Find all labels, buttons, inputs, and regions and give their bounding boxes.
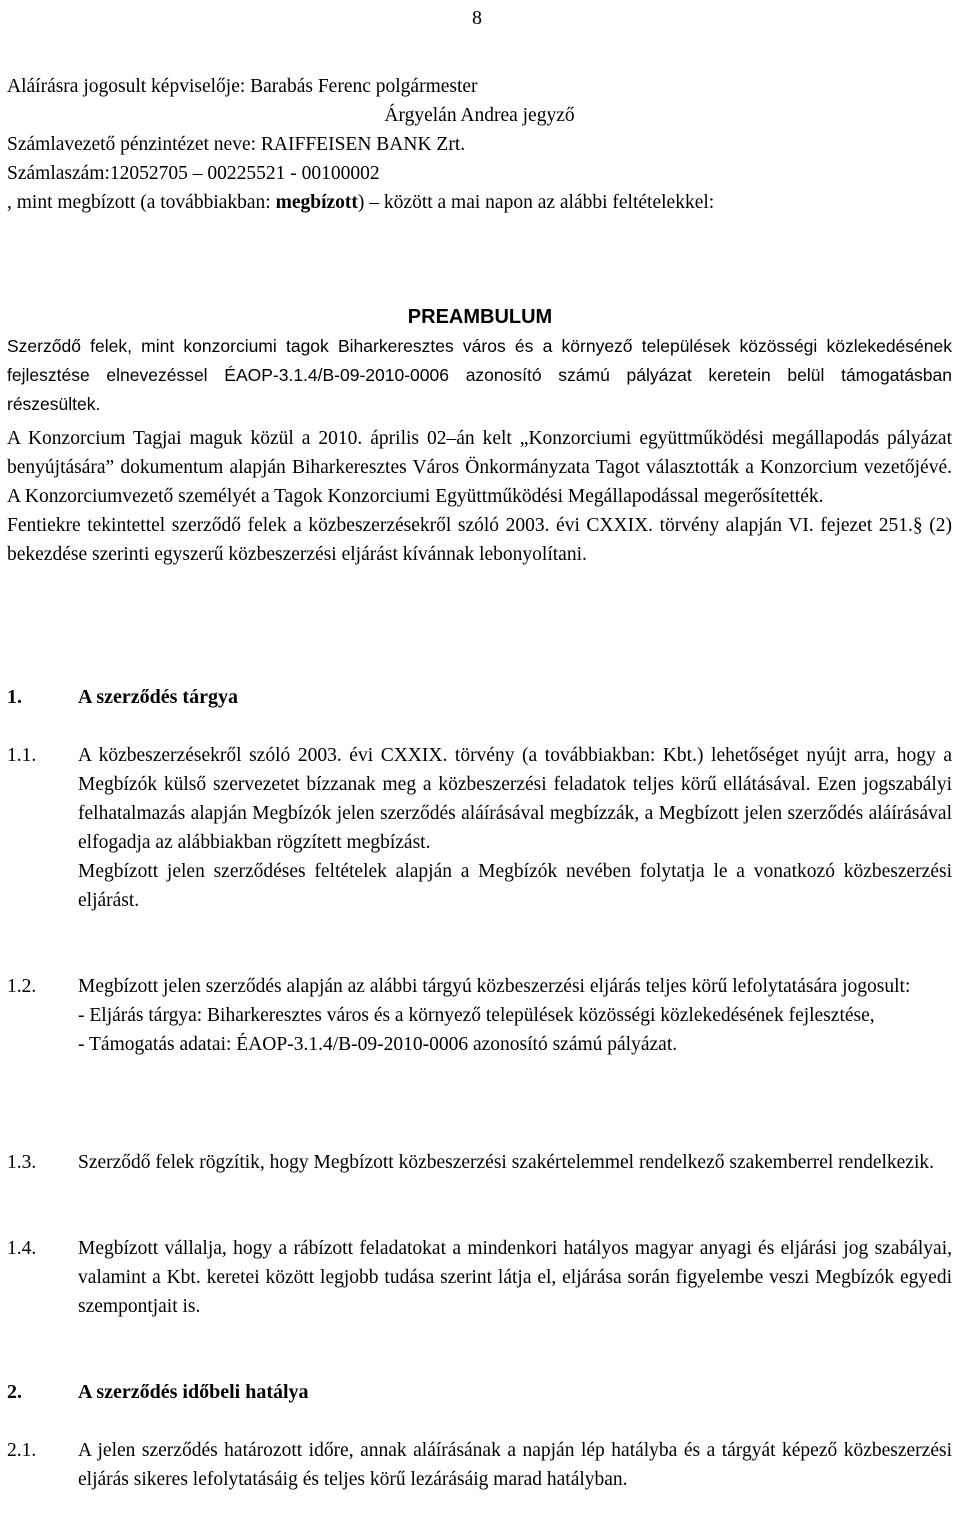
item-paragraph: - Támogatás adatai: ÉAOP-3.1.4/B-09-2010-0006 azonosító számú pályázat. — [78, 1034, 678, 1055]
notary-line: Árgyelán Andrea jegyző — [384, 105, 575, 126]
item-number: 1.2. — [7, 976, 37, 997]
account-line: Számlaszám:12052705 – 00225521 - 00100002 — [7, 163, 380, 184]
section-1-heading — [7, 683, 238, 712]
preamble-title: PREAMBULUM — [407, 306, 553, 328]
bank-line: Számlavezető pénzintézet neve: RAIFFEISEN BANK Zrt. — [7, 134, 466, 155]
body-text — [7, 424, 952, 569]
item-1-1 — [7, 741, 952, 915]
header-block — [7, 72, 952, 217]
item-paragraph: - Eljárás tárgya: Biharkeresztes város és a környező települések közösségi közlekedésének fejlesztése, — [78, 1005, 875, 1026]
item-1-4 — [7, 1234, 952, 1321]
item-number: 1.1. — [7, 745, 37, 766]
item-number: 1.3. — [7, 1152, 37, 1173]
item-paragraph: A közbeszerzésekről szóló 2003. évi CXXIX. törvény (a továbbiakban: Kbt.) lehetőséget nyújt arra, hogy a Megbízók külső szervezetet bízzanak meg a közbeszerzési feladatok teljes körű ellátásával. Ezen jogszabályi felhatalmazás alapján Megbízók jelen szerződés aláírásával megbízzák, a Megbízott jelen szerződés aláírásával elfogadja az alábbiakban rögzített megbízást. — [78, 745, 952, 853]
section-2-heading — [7, 1378, 309, 1407]
item-paragraph: Megbízott vállalja, hogy a rábízott feladatokat a mindenkori hatályos magyar anyagi és eljárási jog szabályai, valamint a Kbt. keretei között legjobb tudása szerint látja el, eljárása során figyelembe veszi Megbízók egyedi szempontjait is. — [78, 1238, 952, 1317]
section-1-number: 1. — [7, 686, 22, 708]
item-2-1 — [7, 1436, 952, 1494]
party-line-pre: , mint megbízott (a továbbiakban: — [7, 192, 276, 213]
section-2-number: 2. — [7, 1381, 22, 1403]
item-paragraph: Szerződő felek rögzítik, hogy Megbízott közbeszerzési szakértelemmel rendelkező szakemberrel rendelkezik. — [78, 1152, 934, 1173]
section-2-title: A szerződés időbeli hatálya — [78, 1381, 309, 1403]
item-paragraph: Megbízott jelen szerződés alapján az alábbi tárgyú közbeszerzési eljárás teljes körű lefolytatására jogosult: — [78, 976, 911, 997]
party-line-post: ) – között a mai napon az alábbi feltételekkel: — [357, 192, 715, 213]
page-number: 8 — [472, 7, 482, 29]
item-1-3 — [7, 1148, 952, 1177]
item-paragraph: Megbízott jelen szerződéses feltételek alapján a Megbízók nevében folytatja le a vonatkozó közbeszerzési eljárást. — [78, 861, 952, 911]
signatory-line: Aláírásra jogosult képviselője: Barabás Ferenc polgármester — [7, 76, 478, 97]
item-1-2 — [7, 972, 952, 1059]
preamble-paragraph: Szerződő felek, mint konzorciumi tagok Biharkeresztes város és a környező települések közösségi közlekedésének fejlesztése elnevezéssel ÉAOP-3.1.4/B-09-2010-0006 azonosító számú pályázat keretein belül támogatásban részesültek. — [7, 336, 952, 414]
item-number: 1.4. — [7, 1238, 37, 1259]
preamble-text — [7, 332, 952, 419]
item-number: 2.1. — [7, 1440, 37, 1461]
procedure-paragraph: Fentiekre tekintettel szerződő felek a közbeszerzésekről szóló 2003. évi CXXIX. törvény alapján VI. fejezet 251.§ (2) bekezdése szerinti egyszerű közbeszerzési eljárást kívánnak lebonyolítani. — [7, 515, 952, 565]
party-line — [7, 188, 952, 217]
consortium-paragraph: A Konzorcium Tagjai maguk közül a 2010. április 02–án kelt „Konzorciumi együttműködési megállapodás pályázat benyújtására” dokumentum alapján Biharkeresztes Város Önkormányzata Tagot választották a Konzorcium vezetőjévé. A Konzorciumvezető személyét a Tagok Konzorciumi Együttműködési Megállapodással megerősítették. — [7, 428, 952, 507]
party-line-bold: megbízott — [275, 192, 358, 213]
item-paragraph: A jelen szerződés határozott időre, annak aláírásának a napján lép hatályba és a tárgyát képező közbeszerzési eljárás sikeres lefolytatásáig és teljes körű lezárásáig marad hatályban. — [78, 1440, 952, 1490]
section-1-title: A szerződés tárgya — [78, 686, 238, 708]
